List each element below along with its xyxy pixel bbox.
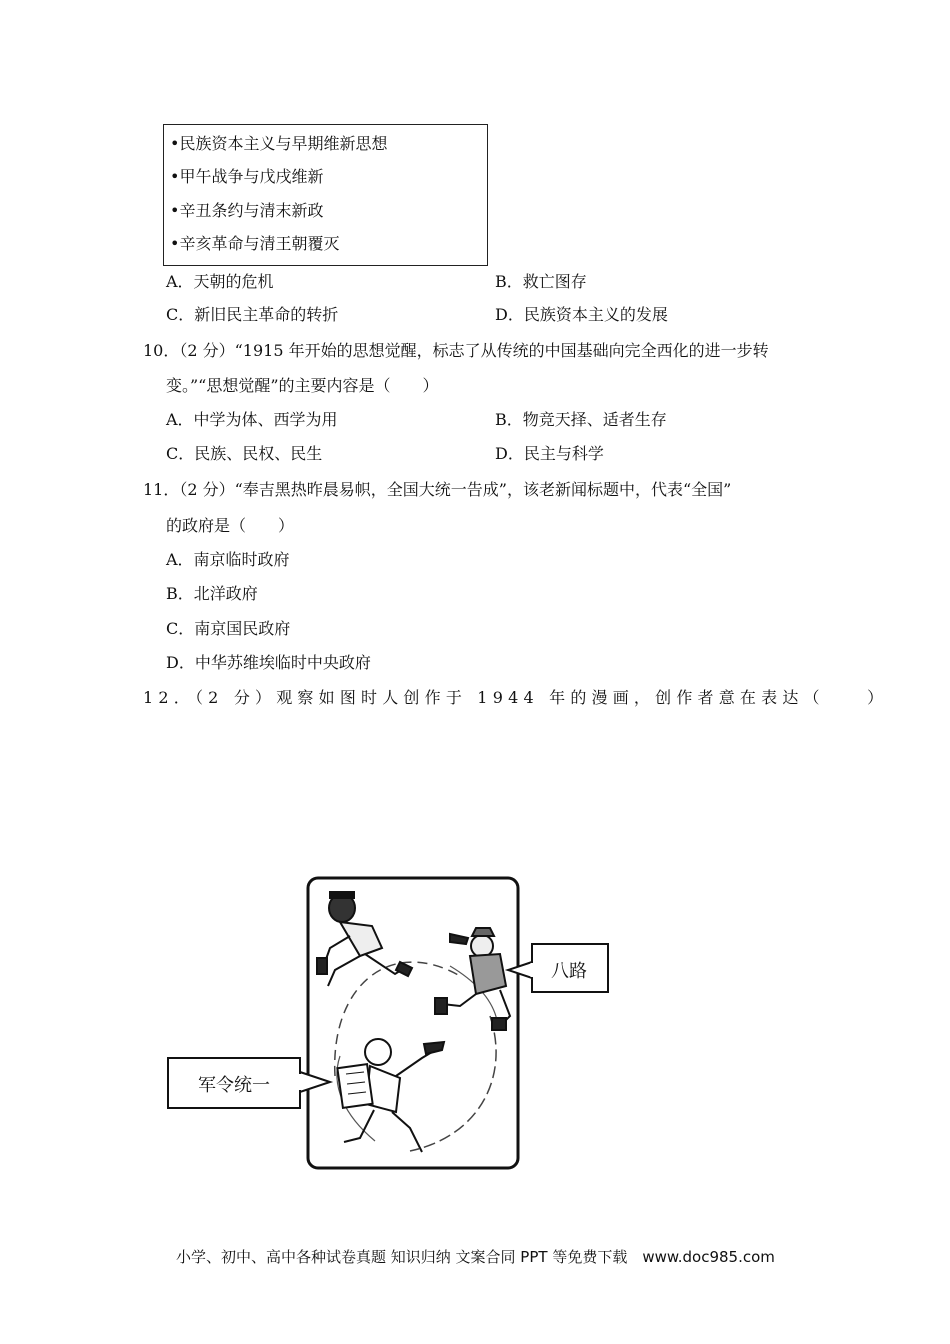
topic-item: •甲午战争与戊戌维新 (170, 167, 324, 186)
topic-box (163, 124, 488, 266)
q10-option-d[interactable]: D．民主与科学 (495, 444, 604, 463)
q9-option-d[interactable]: D．民族资本主义的发展 (495, 305, 668, 324)
q11-option-d[interactable]: D．中华苏维埃临时中央政府 (166, 653, 371, 672)
q11-stem-line2: 的政府是（ ） (166, 516, 295, 535)
cartoon-figure (160, 866, 620, 1176)
q10-option-b[interactable]: B．物竞天择、适者生存 (495, 410, 667, 429)
q10-option-c[interactable]: C．民族、民权、民生 (166, 444, 323, 463)
q9-option-c[interactable]: C．新旧民主革命的转折 (166, 305, 339, 324)
page-footer[interactable]: 小学、初中、高中各种试卷真题 知识归纳 文案合同 PPT 等免费下载 www.doc985.com (176, 1248, 775, 1266)
q11-option-c[interactable]: C．南京国民政府 (166, 619, 291, 638)
label-military-unification: 军令统一 (198, 1075, 270, 1096)
q10-stem-line1: 10．（2 分）“1915 年开始的思想觉醒，标志了从传统的中国基础向完全西化的进一步转 (143, 341, 769, 360)
q11-option-a[interactable]: A．南京临时政府 (166, 550, 290, 569)
label-eighth-route: 八路 (551, 961, 587, 982)
topic-item: •民族资本主义与早期维新思想 (170, 134, 388, 153)
q10-stem-line2: 变。”“思想觉醒”的主要内容是（ ） (166, 376, 439, 395)
q10-option-a[interactable]: A．中学为体、西学为用 (166, 410, 338, 429)
q11-stem-line1: 11．（2 分）“奉吉黑热昨晨易帜，全国大统一告成”，该老新闻标题中，代表“全国” (143, 480, 732, 499)
q12-stem: 12．（2 分）观察如图时人创作于 1944 年的漫画，创作者意在表达（ ） (143, 688, 889, 707)
topic-item: •辛丑条约与清末新政 (170, 201, 324, 220)
q9-option-b[interactable]: B．救亡图存 (495, 272, 587, 291)
topic-item: •辛亥革命与清王朝覆灭 (170, 234, 340, 253)
q9-option-a[interactable]: A．天朝的危机 (166, 272, 274, 291)
q11-option-b[interactable]: B．北洋政府 (166, 584, 258, 603)
